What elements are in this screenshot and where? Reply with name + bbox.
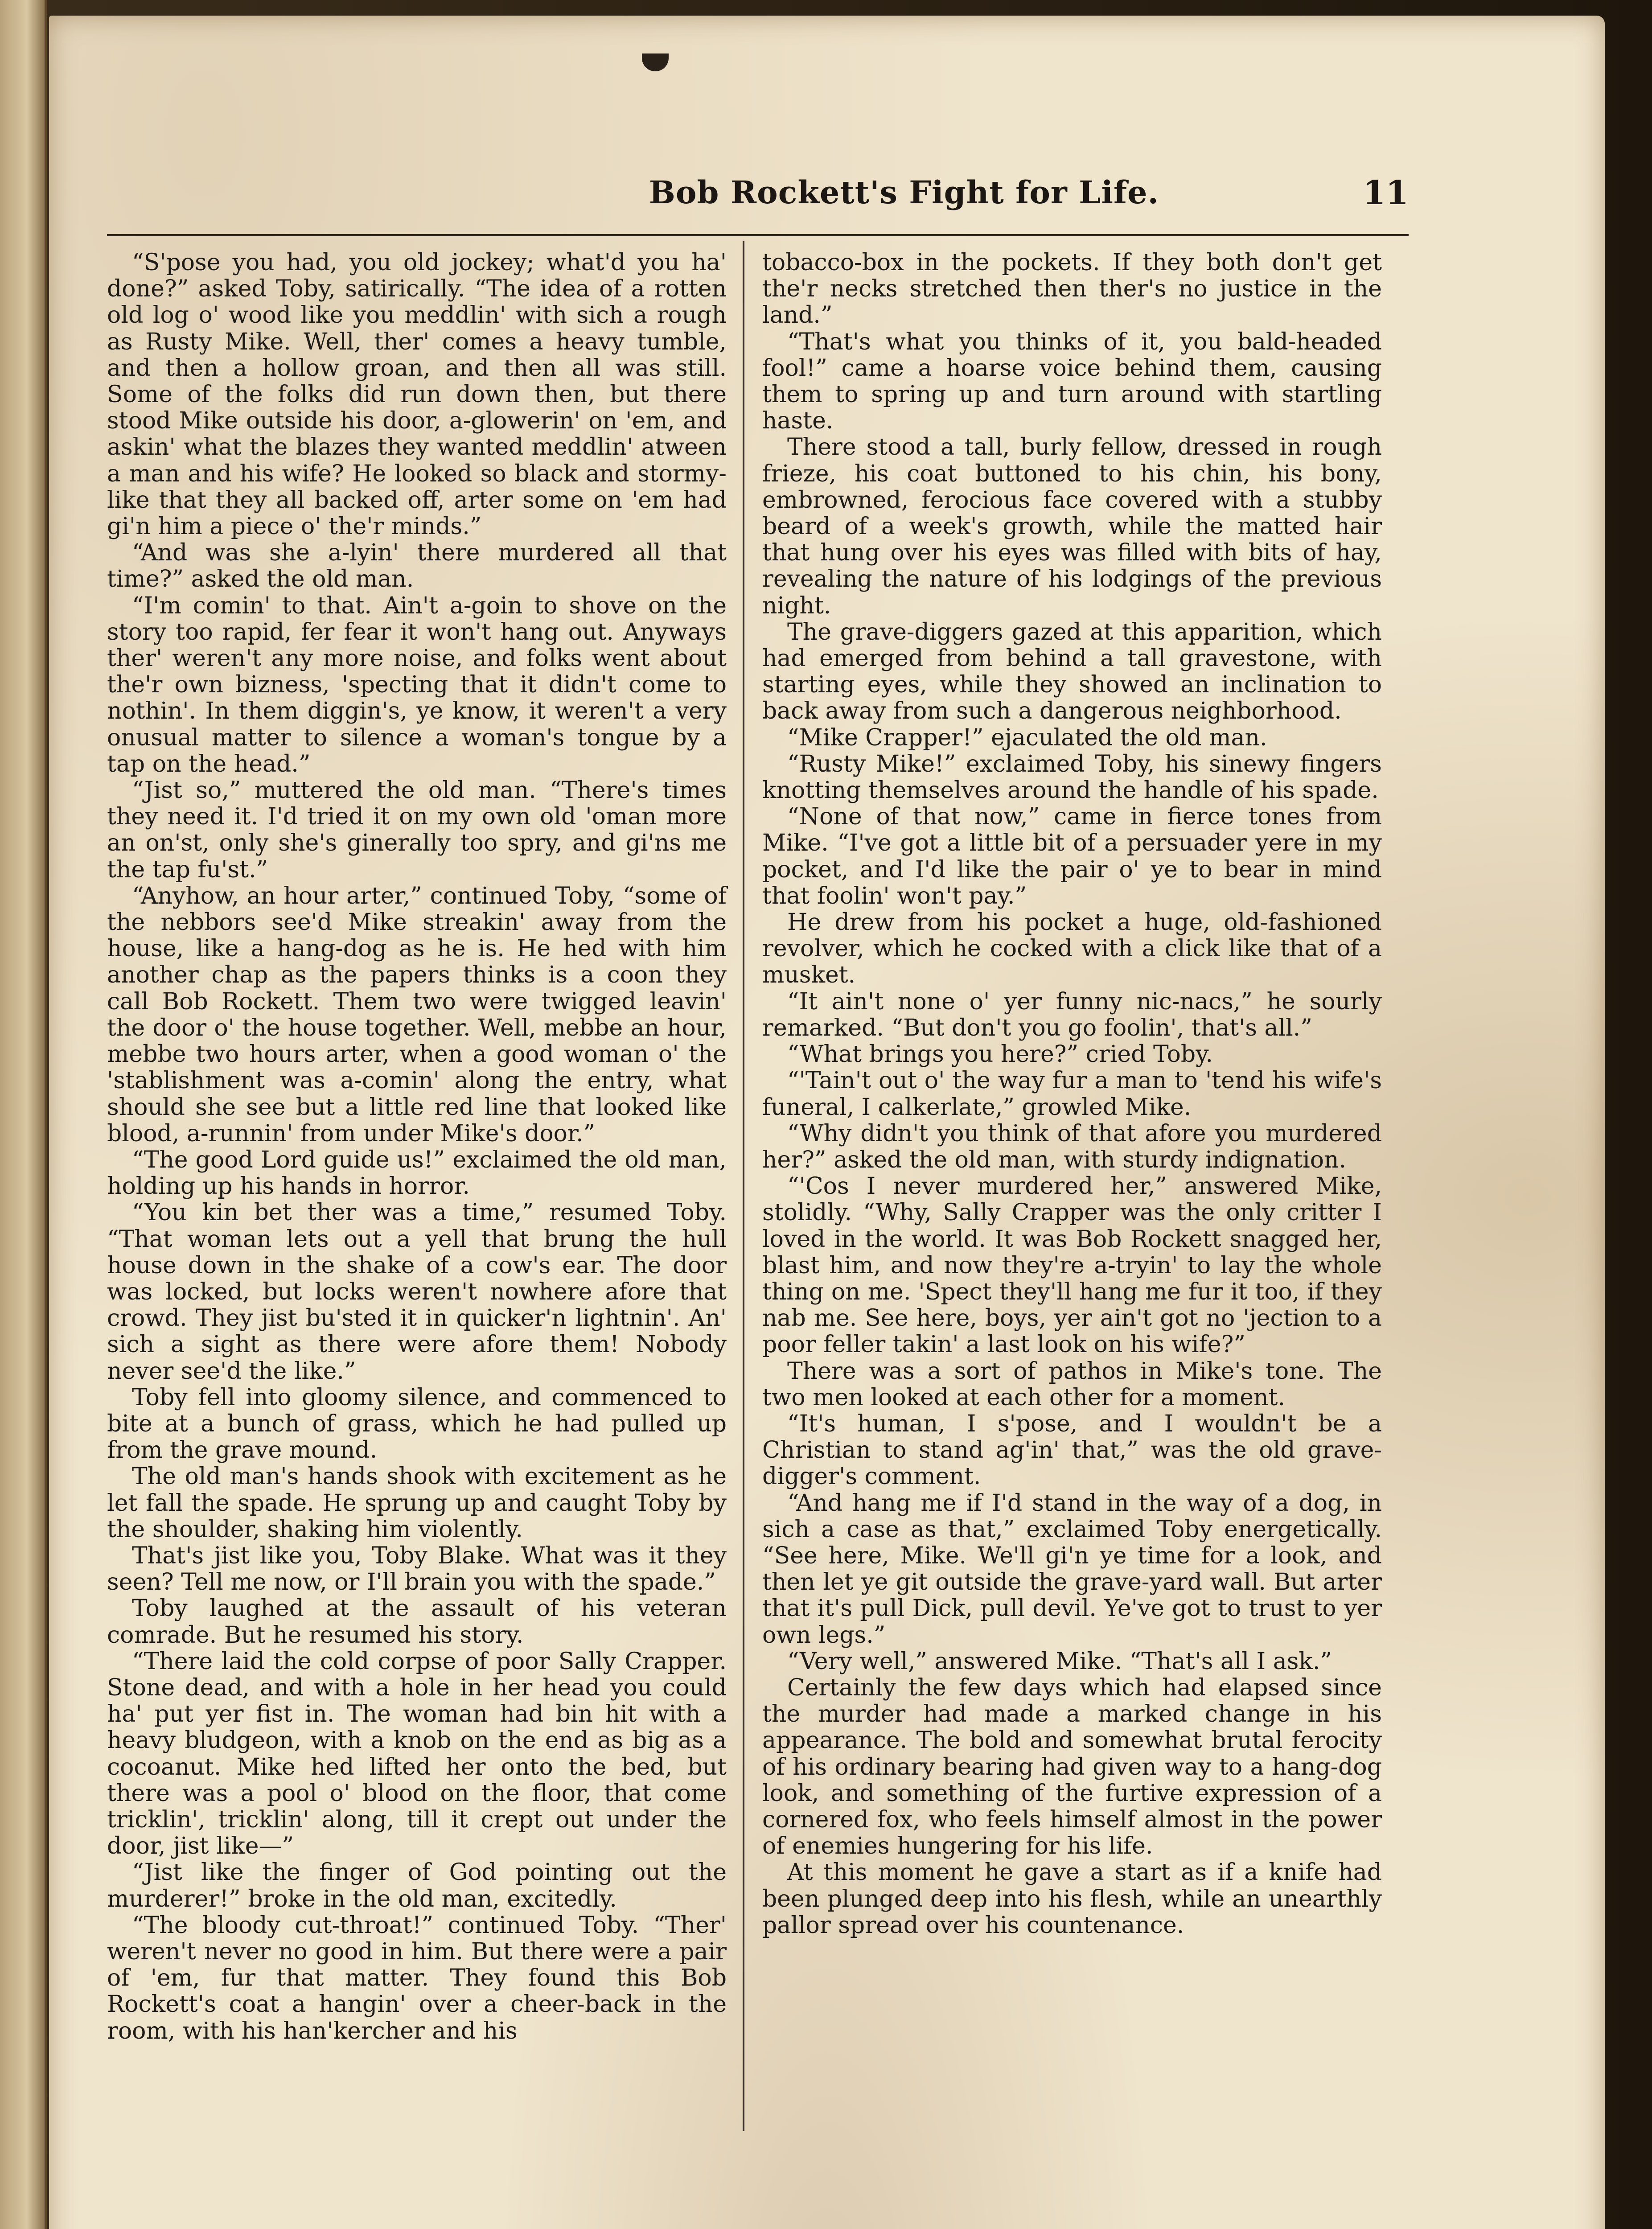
page-number: 11 bbox=[1363, 174, 1409, 212]
paragraph: Certainly the few days which had elapsed since the murder had made a marked change in his appearance. The bold and somewhat brutal ferocity of his ordinary bearing had given way to a hang-dog look, and something of the furtive expression of a cornered fox, who feels himself almost in the power of enemies hungering for his life. bbox=[762, 1674, 1382, 1860]
paragraph: Toby fell into gloomy silence, and commenced to bite at a bunch of grass, which he had pulled up from the grave mound. bbox=[107, 1384, 727, 1464]
paragraph: “None of that now,” came in fierce tones from Mike. “I've got a little bit of a persuader yere in my pocket, and I'd like the pair o' ye to bear in mind that foolin' won't pay.” bbox=[762, 803, 1382, 909]
header-rule bbox=[107, 234, 1409, 236]
left-column bbox=[107, 250, 727, 2044]
paragraph: “I'm comin' to that. Ain't a-goin to shove on the story too rapid, fer fear it won't hang out. Anyways ther' weren't any more noise, and folks went about the'r own bizness, 'specting that it didn't come to nothin'. In them diggin's, ye know, it weren't a very onusual matter to silence a woman's tongue by a tap on the head.” bbox=[107, 592, 727, 777]
paragraph: At this moment he gave a start as if a knife had been plunged deep into his flesh, while an unearthly pallor spread over his countenance. bbox=[762, 1859, 1382, 1939]
paragraph: “Jist so,” muttered the old man. “There's times they need it. I'd tried it on my own old 'oman more an on'st, only she's ginerally too spry, and gi'ns me the tap fu'st.” bbox=[107, 777, 727, 883]
paragraph: “The good Lord guide us!” exclaimed the old man, holding up his hands in horror. bbox=[107, 1146, 727, 1200]
paragraph: “And was she a-lyin' there murdered all that time?” asked the old man. bbox=[107, 539, 727, 593]
paragraph: tobacco-box in the pockets. If they both don't get the'r necks stretched then ther's no justice in the land.” bbox=[762, 249, 1382, 329]
paragraph: There stood a tall, burly fellow, dressed in rough frieze, his coat buttoned to his chin, his bony, embrowned, ferocious face covered with a stubby beard of a week's growth, while the matted hair that hung over his eyes was filled with bits of hay, revealing the nature of his lodgings of the previous night. bbox=[762, 434, 1382, 619]
paragraph: “'Cos I never murdered her,” answered Mike, stolidly. “Why, Sally Crapper was the only critter I loved in the world. It was Bob Rockett snagged her, blast him, and now they're a-tryin' to lay the whole thing on me. 'Spect they'll hang me fur it too, if they nab me. See here, boys, yer ain't got no 'jection to a poor feller takin' a last look on his wife?” bbox=[762, 1173, 1382, 1358]
paragraph: “You kin bet ther was a time,” resumed Toby. “That woman lets out a yell that brung the hull house down in the shake of a cow's ear. The door was locked, but locks weren't nowhere afore that crowd. They jist bu'sted it in quicker'n lightnin'. An' sich a sight as there were afore them! Nobody never see'd the like.” bbox=[107, 1199, 727, 1385]
paragraph: “Jist like the finger of God pointing out the murderer!” broke in the old man, excitedly. bbox=[107, 1859, 727, 1912]
paragraph: “S'pose you had, you old jockey; what'd you ha' done?” asked Toby, satirically. “The idea of a rotten old log o' wood like you meddlin' with sich a rough as Rusty Mike. Well, ther' comes a heavy tumble, and then a hollow groan, and then all was still. Some of the folks did run down then, but there stood Mike outside his door, a-glowerin' on 'em, and askin' what the blazes they wanted meddlin' atween a man and his wife? He looked so black and stormy-like that they all backed off, arter some on 'em had gi'n him a piece o' the'r minds.” bbox=[107, 249, 727, 540]
binding-staple bbox=[642, 53, 669, 71]
paragraph: “It ain't none o' yer funny nic-nacs,” he sourly remarked. “But don't you go foolin', that's all.” bbox=[762, 988, 1382, 1041]
page-header bbox=[107, 174, 1409, 227]
paragraph: “Why didn't you think of that afore you murdered her?” asked the old man, with sturdy indignation. bbox=[762, 1120, 1382, 1173]
paragraph: “Anyhow, an hour arter,” continued Toby, “some of the nebbors see'd Mike streakin' away from the house, like a hang-dog as he is. He hed with him another chap as the papers thinks is a coon they call Bob Rockett. Them two were twigged leavin' the door o' the house together. Well, mebbe an hour, mebbe two hours arter, when a good woman o' the 'stablishment was a-comin' along the entry, what should she see but a little red line that looked like blood, a-runnin' from under Mike's door.” bbox=[107, 882, 727, 1147]
paragraph: Toby laughed at the assault of his veteran comrade. But he resumed his story. bbox=[107, 1595, 727, 1649]
column-divider bbox=[743, 241, 744, 2131]
paragraph: He drew from his pocket a huge, old-fashioned revolver, which he cocked with a click like that of a musket. bbox=[762, 909, 1382, 989]
right-column bbox=[762, 250, 1382, 1939]
paragraph: “'Tain't out o' the way fur a man to 'tend his wife's funeral, I calkerlate,” growled Mike. bbox=[762, 1067, 1382, 1121]
paragraph: “What brings you here?” cried Toby. bbox=[787, 1041, 1213, 1068]
paragraph: “It's human, I s'pose, and I wouldn't be a Christian to stand ag'in' that,” was the old grave-digger's comment. bbox=[762, 1410, 1382, 1490]
paragraph: The grave-diggers gazed at this apparition, which had emerged from behind a tall gravestone, with starting eyes, while they showed an inclination to back away from such a dangerous neighborhood. bbox=[762, 618, 1382, 725]
paragraph: “And hang me if I'd stand in the way of a dog, in sich a case as that,” exclaimed Toby energetically. “See here, Mike. We'll gi'n ye time for a look, and then let ye git outside the grave-yard wall. But arter that it's pull Dick, pull devil. Ye've got to trust to yer own legs.” bbox=[762, 1489, 1382, 1649]
binding-strip bbox=[0, 0, 47, 2229]
paragraph: “Rusty Mike!” exclaimed Toby, his sinewy fingers knotting themselves around the handle of his spade. bbox=[762, 750, 1382, 804]
paragraph: “Mike Crapper!” ejaculated the old man. bbox=[787, 724, 1267, 751]
paragraph: “The bloody cut-throat!” continued Toby. “Ther' weren't never no good in him. But there were a pair of 'em, fur that matter. They found this Bob Rockett's coat a hangin' over a cheer-back in the room, with his han'kercher and his bbox=[107, 1912, 727, 2044]
paragraph: “There laid the cold corpse of poor Sally Crapper. Stone dead, and with a hole in her head you could ha' put yer fist in. The woman had bin hit with a heavy bludgeon, with a knob on the end as big as a cocoanut. Mike hed lifted her onto the bed, but there was a pool o' blood on the floor, that come tricklin', tricklin' along, till it crept out under the door, jist like—” bbox=[107, 1648, 727, 1860]
paragraph: The old man's hands shook with excitement as he let fall the spade. He sprung up and caught Toby by the shoulder, shaking him violently. bbox=[107, 1463, 727, 1543]
paragraph: That's jist like you, Toby Blake. What was it they seen? Tell me now, or I'll brain you with the spade.” bbox=[107, 1542, 727, 1596]
running-title: Bob Rockett's Fight for Life. bbox=[649, 174, 1159, 211]
paragraph: There was a sort of pathos in Mike's tone. The two men looked at each other for a moment. bbox=[762, 1357, 1382, 1411]
paragraph: “That's what you thinks of it, you bald-headed fool!” came a hoarse voice behind them, causing them to spring up and turn around with startling haste. bbox=[762, 328, 1382, 435]
paragraph: “Very well,” answered Mike. “That's all I ask.” bbox=[787, 1648, 1332, 1675]
